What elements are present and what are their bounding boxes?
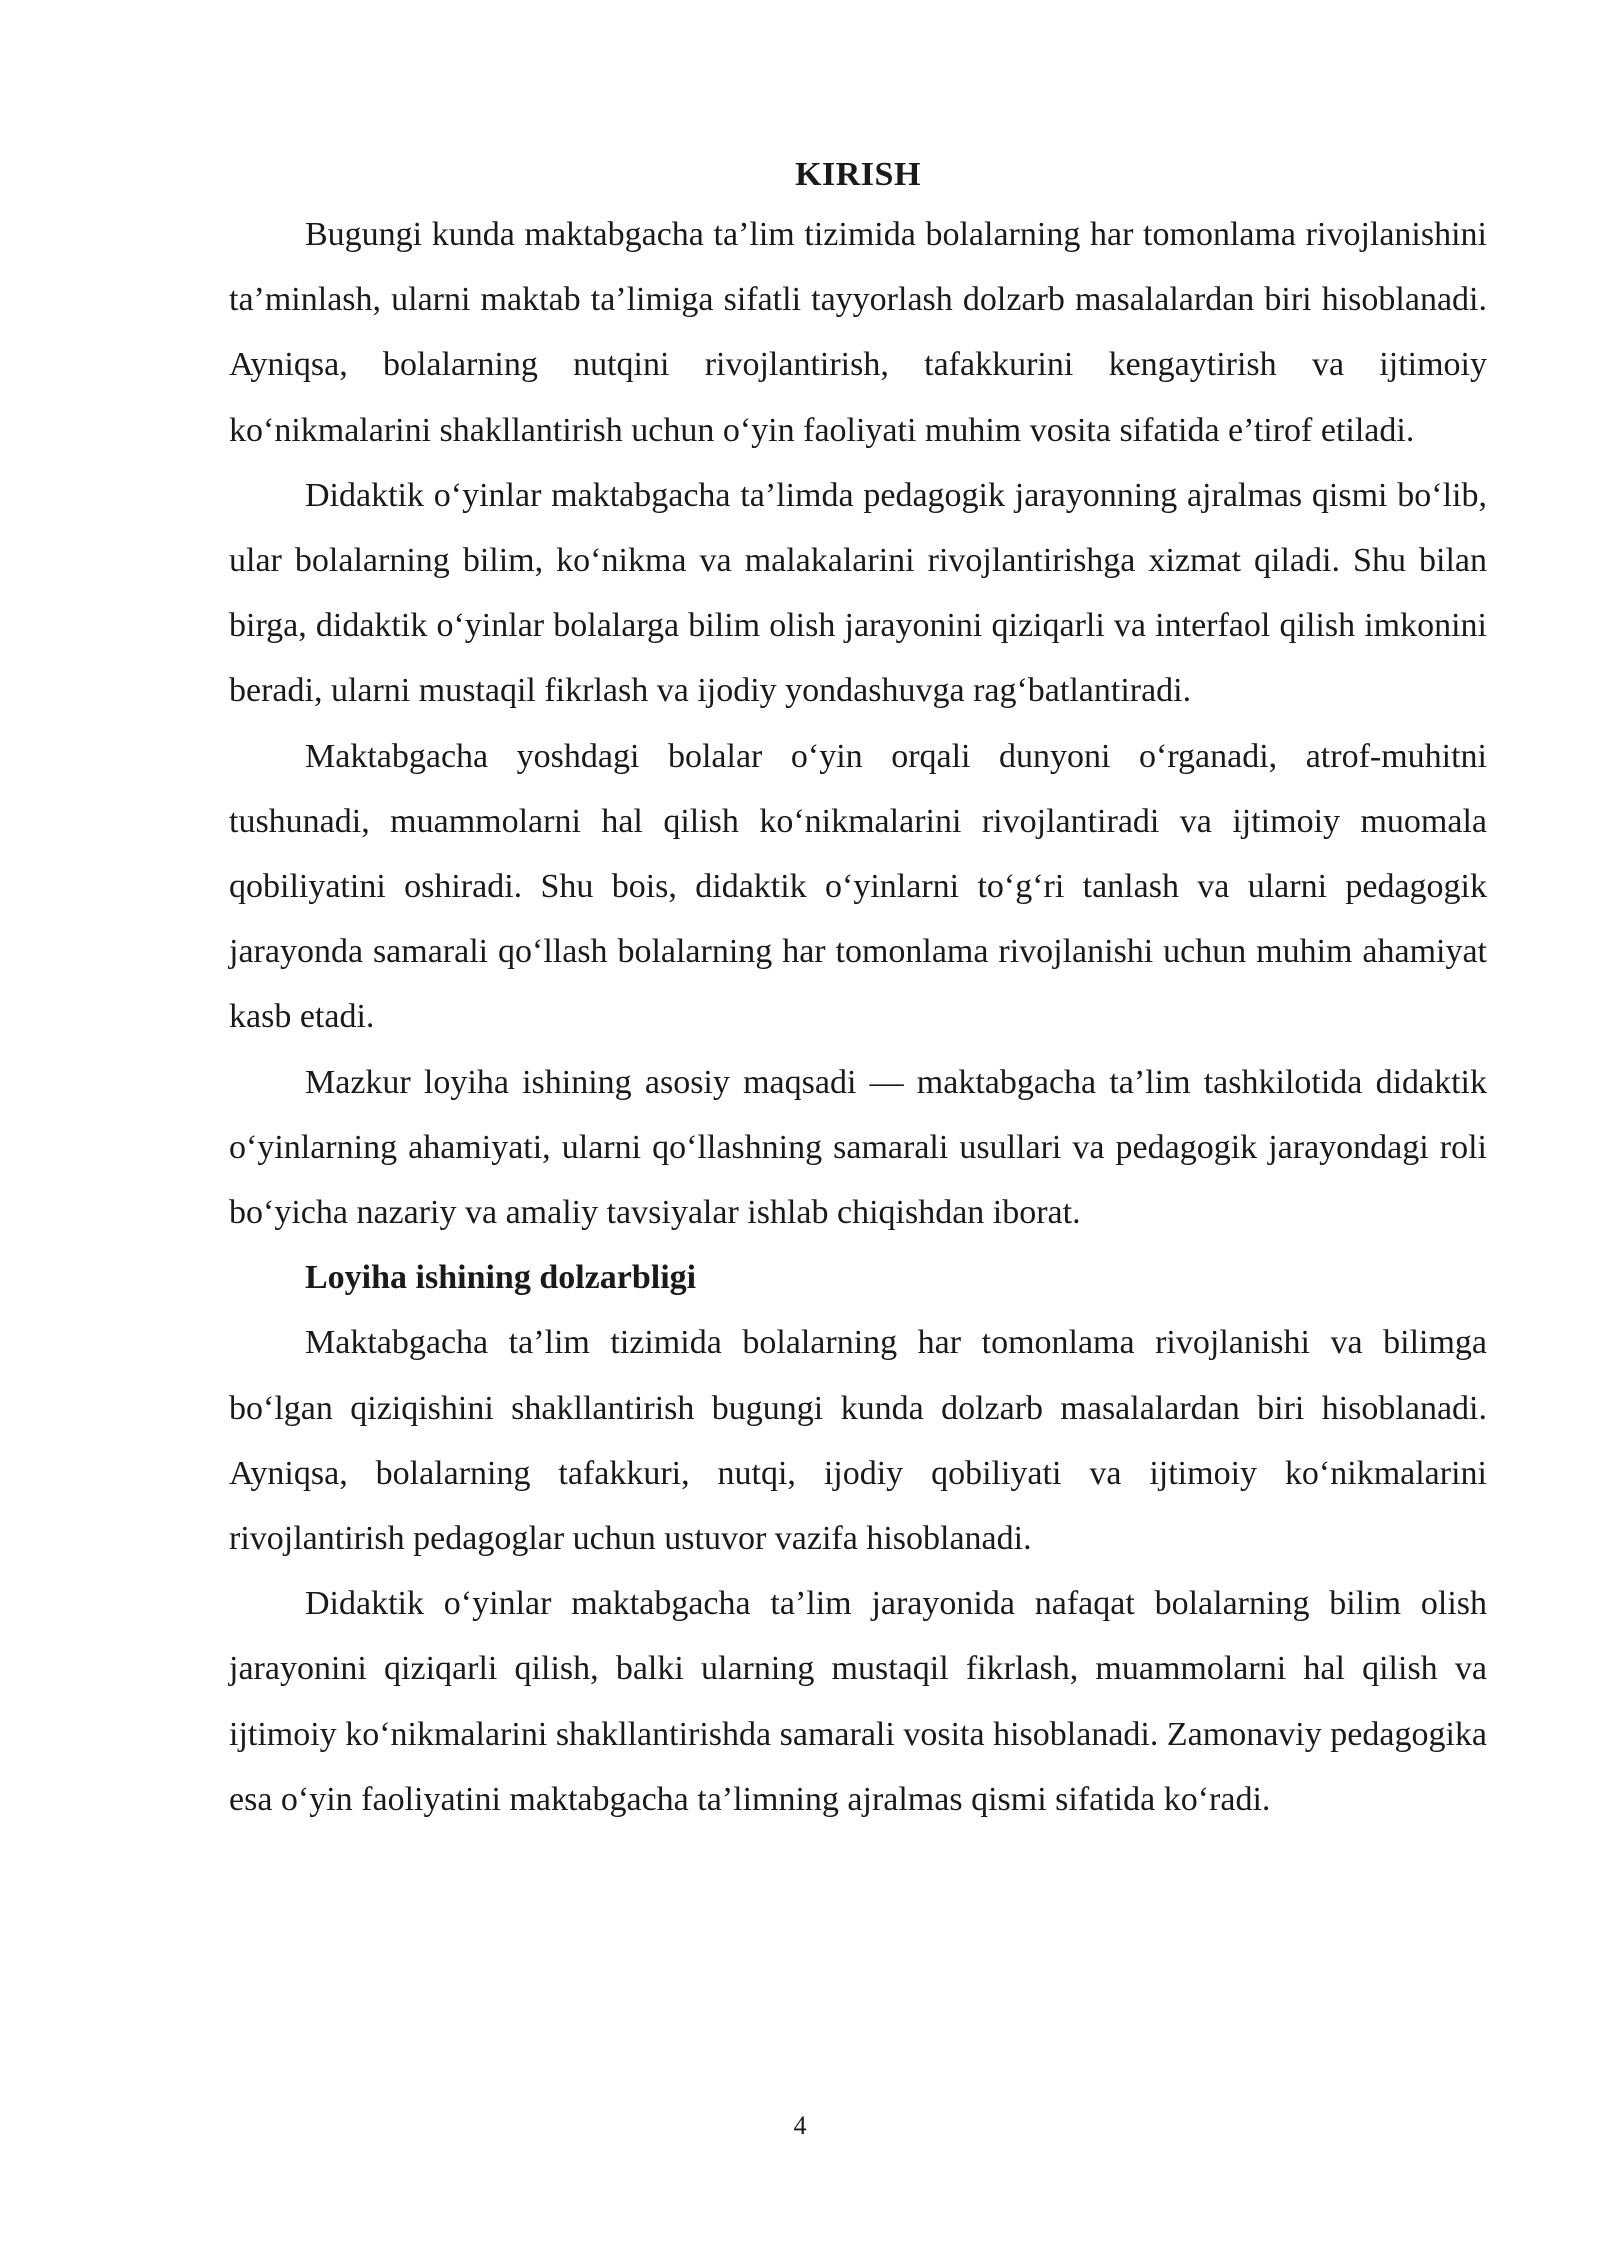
page-title: KIRISH (795, 156, 921, 193)
page-number: 4 (793, 2111, 807, 2140)
paragraph-4: Mazkur loyiha ishining asosiy maqsadi — maktabgacha ta’lim tashkilotida didaktik o‘yinlarning ahamiyati, ularni qo‘llashning samarali usullari va pedagogik jarayondagi roli bo‘yicha nazariy va amaliy tavsiyalar ishlab chiqishdan iborat. (229, 1063, 1487, 1232)
page-content (229, 148, 1487, 1832)
paragraph-1: Bugungi kunda maktabgacha ta’lim tizimida bolalarning har tomonlama rivojlanishini ta’minlash, ularni maktab ta’limiga sifatli tayyorlash dolzarb masalalardan biri hisoblanadi. Ayniqsa, bolalarning nutqini rivojlantirish, tafakkurini kengaytirish va ijtimoiy ko‘nikmalarini shakllantirish uchun o‘yin faoliyati muhim vosita sifatida e’tirof etiladi. (229, 216, 1487, 449)
paragraph-5: Maktabgacha ta’lim tizimida bolalarning har tomonlama rivojlanishi va bilimga bo‘lgan qiziqishini shakllantirish bugungi kunda dolzarb masalalardan biri hisoblanadi. Ayniqsa, bolalarning tafakkuri, nutqi, ijodiy qobiliyati va ijtimoiy ko‘nikmalarini rivojlantirish pedagoglar uchun ustuvor vazifa hisoblanadi. (229, 1324, 1487, 1558)
paragraph-3: Maktabgacha yoshdagi bolalar o‘yin orqali dunyoni o‘rganadi, atrof-muhitni tushunadi, muammolarni hal qilish ko‘nikmalarini rivojlantiradi va ijtimoiy muomala qobiliyatini oshiradi. Shu bois, didaktik o‘yinlarni to‘g‘ri tanlash va ularni pedagogik jarayonda samarali qo‘llash bolalarning har tomonlama rivojlanishi uchun muhim ahamiyat kasb etadi. (229, 737, 1487, 1036)
paragraph-2: Didaktik o‘yinlar maktabgacha ta’limda pedagogik jarayonning ajralmas qismi bo‘lib, ular bolalarning bilim, ko‘nikma va malakalarini rivojlantirishga xizmat qiladi. Shu bilan birga, didaktik o‘yinlar bolalarga bilim olish jarayonini qiziqarli va interfaol qilish imkonini beradi, ularni mustaqil fikrlash va ijodiy yondashuvga rag‘batlantiradi. (229, 476, 1487, 710)
section-heading: Loyiha ishining dolzarbligi (305, 1259, 697, 1297)
paragraph-6: Didaktik o‘yinlar maktabgacha ta’lim jarayonida nafaqat bolalarning bilim olish jarayonini qiziqarli qilish, balki ularning mustaqil fikrlash, muammolarni hal qilish va ijtimoiy ko‘nikmalarini shakllantirishda samarali vosita hisoblanadi. Zamonaviy pedagogika esa o‘yin faoliyatini maktabgacha ta’limning ajralmas qismi sifatida ko‘radi. (229, 1585, 1487, 1818)
